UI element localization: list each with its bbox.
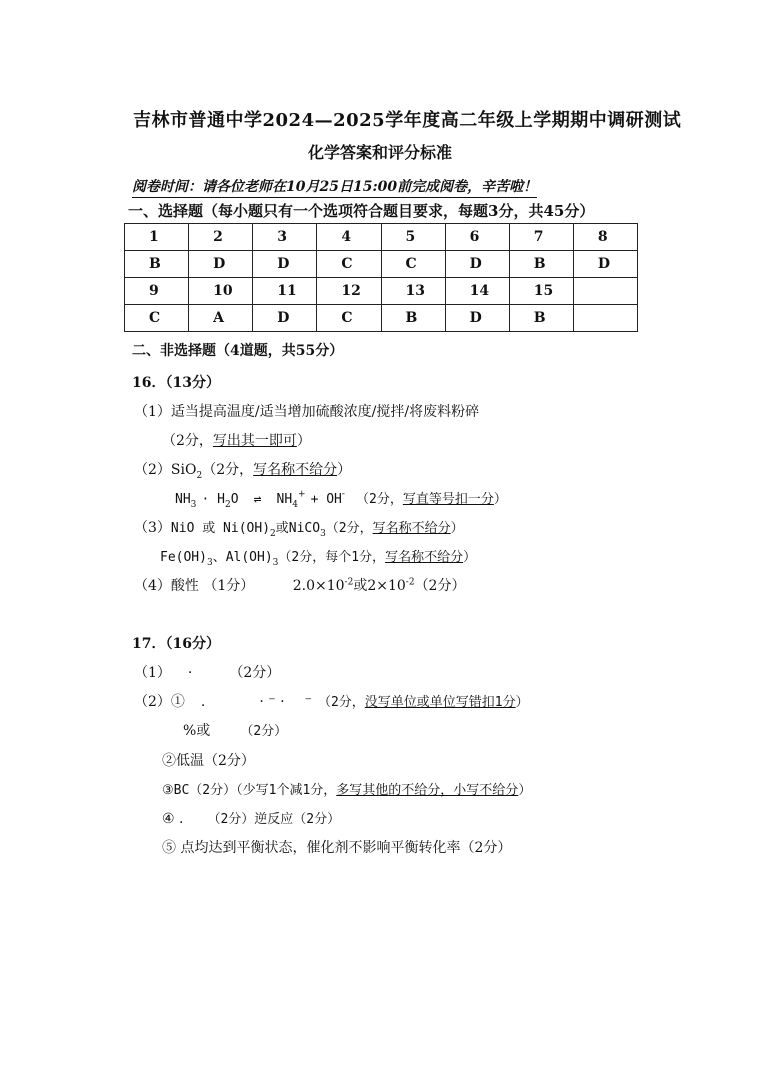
score-text: （2分）逆反应（2分） [207,812,341,827]
q16-part1-note [162,430,311,450]
multiple-choice-answer-table [124,223,638,332]
q17-part2-label: （2）① [134,694,185,710]
table-cell: 1 [125,224,189,251]
table-cell: 9 [125,278,189,305]
answer-text: ③BC（2分）（少写1个减1分， [162,783,337,798]
table-cell: D [445,305,509,332]
q16-part1-label: （1） [134,404,171,420]
q17-header: 17．（16分） [132,636,220,652]
q16-part2-label: （2） [134,462,171,478]
scoring-note: 多写其他的不给分，小写不给分 [336,783,519,798]
q17-part2-line2 [183,720,287,740]
q17-part2 [134,691,529,711]
table-cell: 10 [189,278,253,305]
paren-close: ） [518,783,532,798]
q16-part3-line2 [160,546,476,568]
subscript: 3 [272,558,279,569]
q17-part2-2: ②低温（2分） [162,753,255,769]
table-cell: D [253,305,317,332]
q16-part1-text: 适当提高温度/适当增加硫酸浓度/搅拌/将废料粉碎 [170,404,480,420]
blank-dot: ⁻ [304,694,312,710]
score-text: （2分， [325,521,373,536]
table-cell: D [253,251,317,278]
paren-close: ） [493,492,507,507]
q16-equation-line [175,488,507,510]
table-cell: C [317,251,381,278]
table-cell: D [445,251,509,278]
subscript: 3 [320,528,326,539]
table-row [125,224,638,251]
formula: Fe(OH) [160,550,207,565]
q17-part1-label: （1） [134,665,164,681]
q16-part3 [134,517,464,539]
table-cell: 8 [573,224,637,251]
scoring-note: 写名称不给分 [253,462,338,478]
answer-value: 2.0×10 [292,578,345,594]
formula: 、Al(OH) [212,550,273,565]
scoring-note: 写名称不给分 [372,521,451,536]
score-text: （2分， [162,433,213,449]
answer-text: ④ . [162,811,184,827]
table-cell: D [189,251,253,278]
section2-heading: 二、非选择题（4道题，共55分） [132,343,344,359]
formula: NH [276,492,293,507]
superscript: + [297,489,306,500]
table-cell: B [125,251,189,278]
subscript: 2 [224,500,231,511]
equilibrium-arrow: ⇌ [253,492,262,507]
formula: NiO 或 Ni(OH) [170,521,271,536]
table-cell: 12 [317,278,381,305]
paren-close: ） [296,433,311,449]
subscript: 2 [196,470,203,481]
document-title: 吉林市普通中学2024—2025学年度高二年级上学期期中调研测试 [133,110,682,131]
formula: 或NiCO [275,521,321,536]
score-text: （2分， [202,462,254,478]
q16-part3-label: （3） [134,520,171,536]
q16-header: 16．（13分） [132,375,220,391]
formula: NH [175,492,191,507]
scoring-note: 写直等号扣一分 [402,492,494,507]
paren-close: ） [515,695,529,710]
answer-value: 或2×10 [353,578,406,594]
table-cell: 14 [445,278,509,305]
table-cell: 11 [253,278,317,305]
table-row [125,305,638,332]
score-text: （2分， [356,492,403,507]
paren-close: ） [450,521,464,536]
q17-part2-5: ⑤ 点均达到平衡状态，催化剂不影响平衡转化率（2分） [162,840,512,856]
q16-part1 [134,401,479,421]
table-cell [573,305,637,332]
table-cell: 3 [253,224,317,251]
answer-text: %或 [183,723,211,739]
table-cell: 15 [509,278,573,305]
table-cell: B [509,251,573,278]
score-text: （2分） [240,724,288,739]
q16-part2 [134,459,351,481]
table-row [125,278,638,305]
table-cell: 2 [189,224,253,251]
table-cell: 6 [445,224,509,251]
blank-dots: · ⁻ · [259,694,285,710]
q17-part2-4 [162,808,340,827]
score-text: （2分，每个1分， [278,550,386,565]
formula: + OH [310,492,342,507]
table-cell: B [381,305,445,332]
table-cell: A [189,305,253,332]
q16-part4 [134,575,465,595]
scoring-note: 没写单位或单位写错扣1分 [364,695,516,710]
paren-close: ） [337,462,352,478]
document-subtitle: 化学答案和评分标准 [308,143,453,162]
subscript: 3 [190,500,197,511]
table-cell: 4 [317,224,381,251]
formula: SiO [170,462,197,478]
section1-heading: 一、选择题（每小题只有一个选项符合题目要求，每题3分，共45分） [128,202,595,220]
q16-part4-label: （4） [134,578,171,594]
table-cell: C [125,305,189,332]
superscript: -2 [344,577,354,588]
blank-dot: · [187,665,193,681]
superscript: - [341,489,345,500]
formula: · H [201,492,225,507]
score-text: （2分） [414,578,466,594]
table-cell: C [317,305,381,332]
subscript: 4 [292,500,298,511]
table-cell: 5 [381,224,445,251]
scoring-note: 写名称不给分 [385,550,464,565]
score-text: （2分， [317,695,365,710]
grading-notice: 阅卷时间：请各位老师在10月25日15:00前完成阅卷，辛苦啦！ [132,176,537,198]
superscript: -2 [405,577,415,588]
paren-close: ） [463,550,477,565]
table-cell: 13 [381,278,445,305]
table-cell: B [509,305,573,332]
scoring-note: 写出其一即可 [212,433,297,449]
answer-text: 酸性 （1分） [170,578,255,594]
score-text: （2分） [236,665,281,681]
table-cell: D [573,251,637,278]
subscript: 2 [270,528,276,539]
q17-part1 [134,662,280,682]
table-cell: 7 [509,224,573,251]
q17-part2-3 [162,779,531,798]
blank-dot: . [200,694,206,710]
table-row [125,251,638,278]
formula: O [230,492,239,507]
table-cell [573,278,637,305]
table-cell: C [381,251,445,278]
subscript: 3 [206,558,213,569]
